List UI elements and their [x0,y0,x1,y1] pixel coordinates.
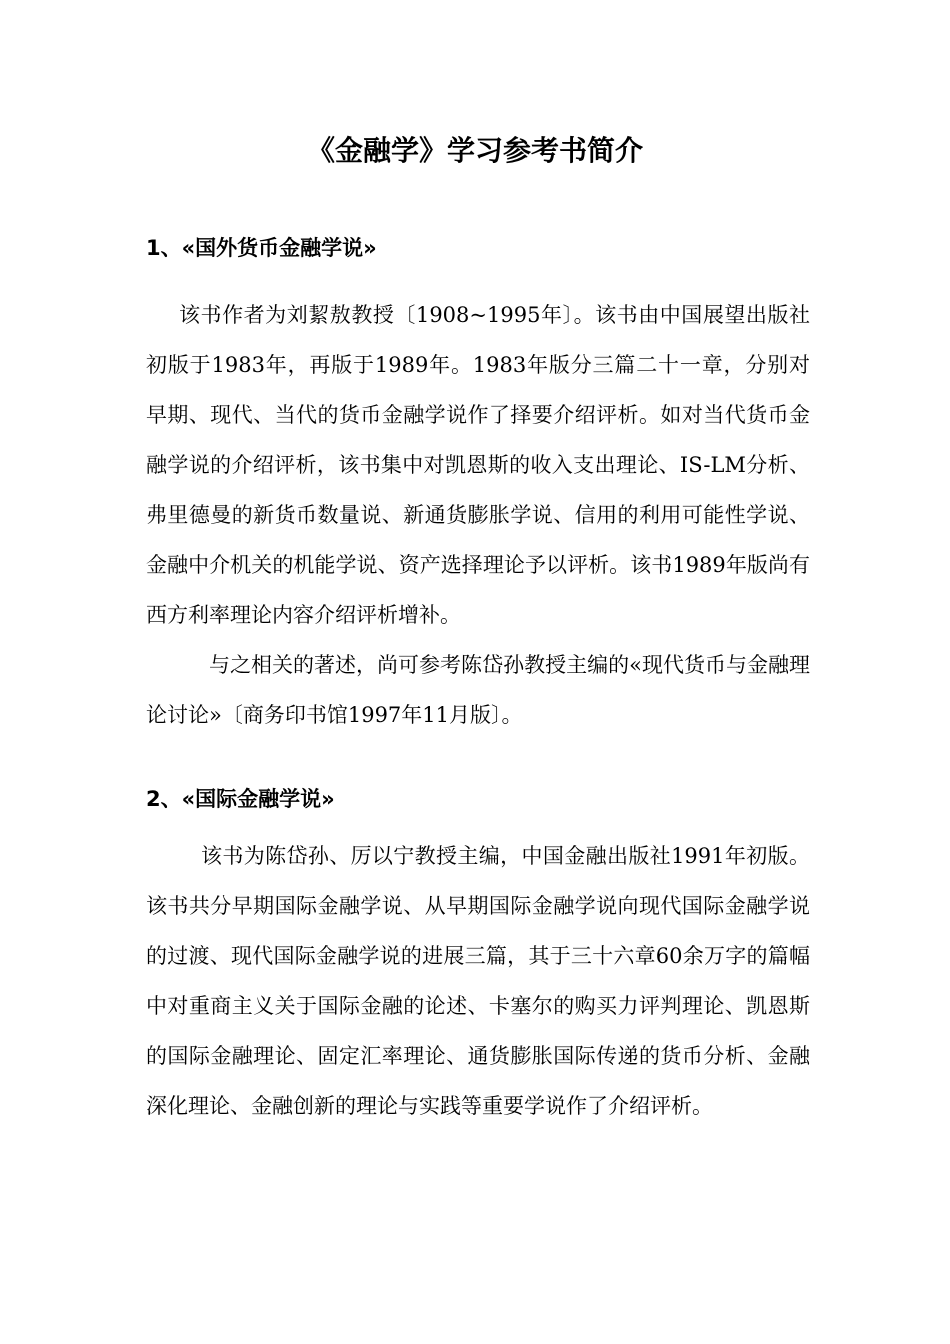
section-heading: 1、«国外货币金融学说» [146,236,377,260]
section-paragraph: 该书作者为刘絜敖教授〔1908~1995年〕。该书由中国展望出版社初版于1983年，再版于1989年。1983年版分三篇二十一章，分别对早期、现代、当代的货币金融学说作了择要介绍评析。如对当代货币金融学说的介绍评析，该书集中对凯恩斯的收入支出理论、IS-LM分析、弗里德曼的新货币数量说、新通货膨胀学说、信用的利用可能性学说、金融中介机关的机能学说、资产选择理论予以评析。该书1989年版尚有西方利率理论内容介绍评析增补。 [146,303,810,627]
section-international-finance-theory [146,784,810,1131]
section-paragraph: 与之相关的著述，尚可参考陈岱孙教授主编的«现代货币与金融理论讨论»〔商务印书馆1997年11月版〕。 [146,653,810,727]
section-heading: 2、«国际金融学说» [146,787,335,811]
section-paragraph: 该书为陈岱孙、厉以宁教授主编，中国金融出版社1991年初版。该书共分早期国际金融学说、从早期国际金融学说向现代国际金融学说的过渡、现代国际金融学说的进展三篇，其于三十六章60余万字的篇幅中对重商主义关于国际金融的论述、卡塞尔的购买力评判理论、凯恩斯的国际金融理论、固定汇率理论、通货膨胀国际传递的货币分析、金融深化理论、金融创新的理论与实践等重要学说作了介绍评析。 [146,844,810,1118]
document-title: 《金融学》学习参考书简介 [306,134,643,167]
section-foreign-monetary-theory [146,233,810,740]
